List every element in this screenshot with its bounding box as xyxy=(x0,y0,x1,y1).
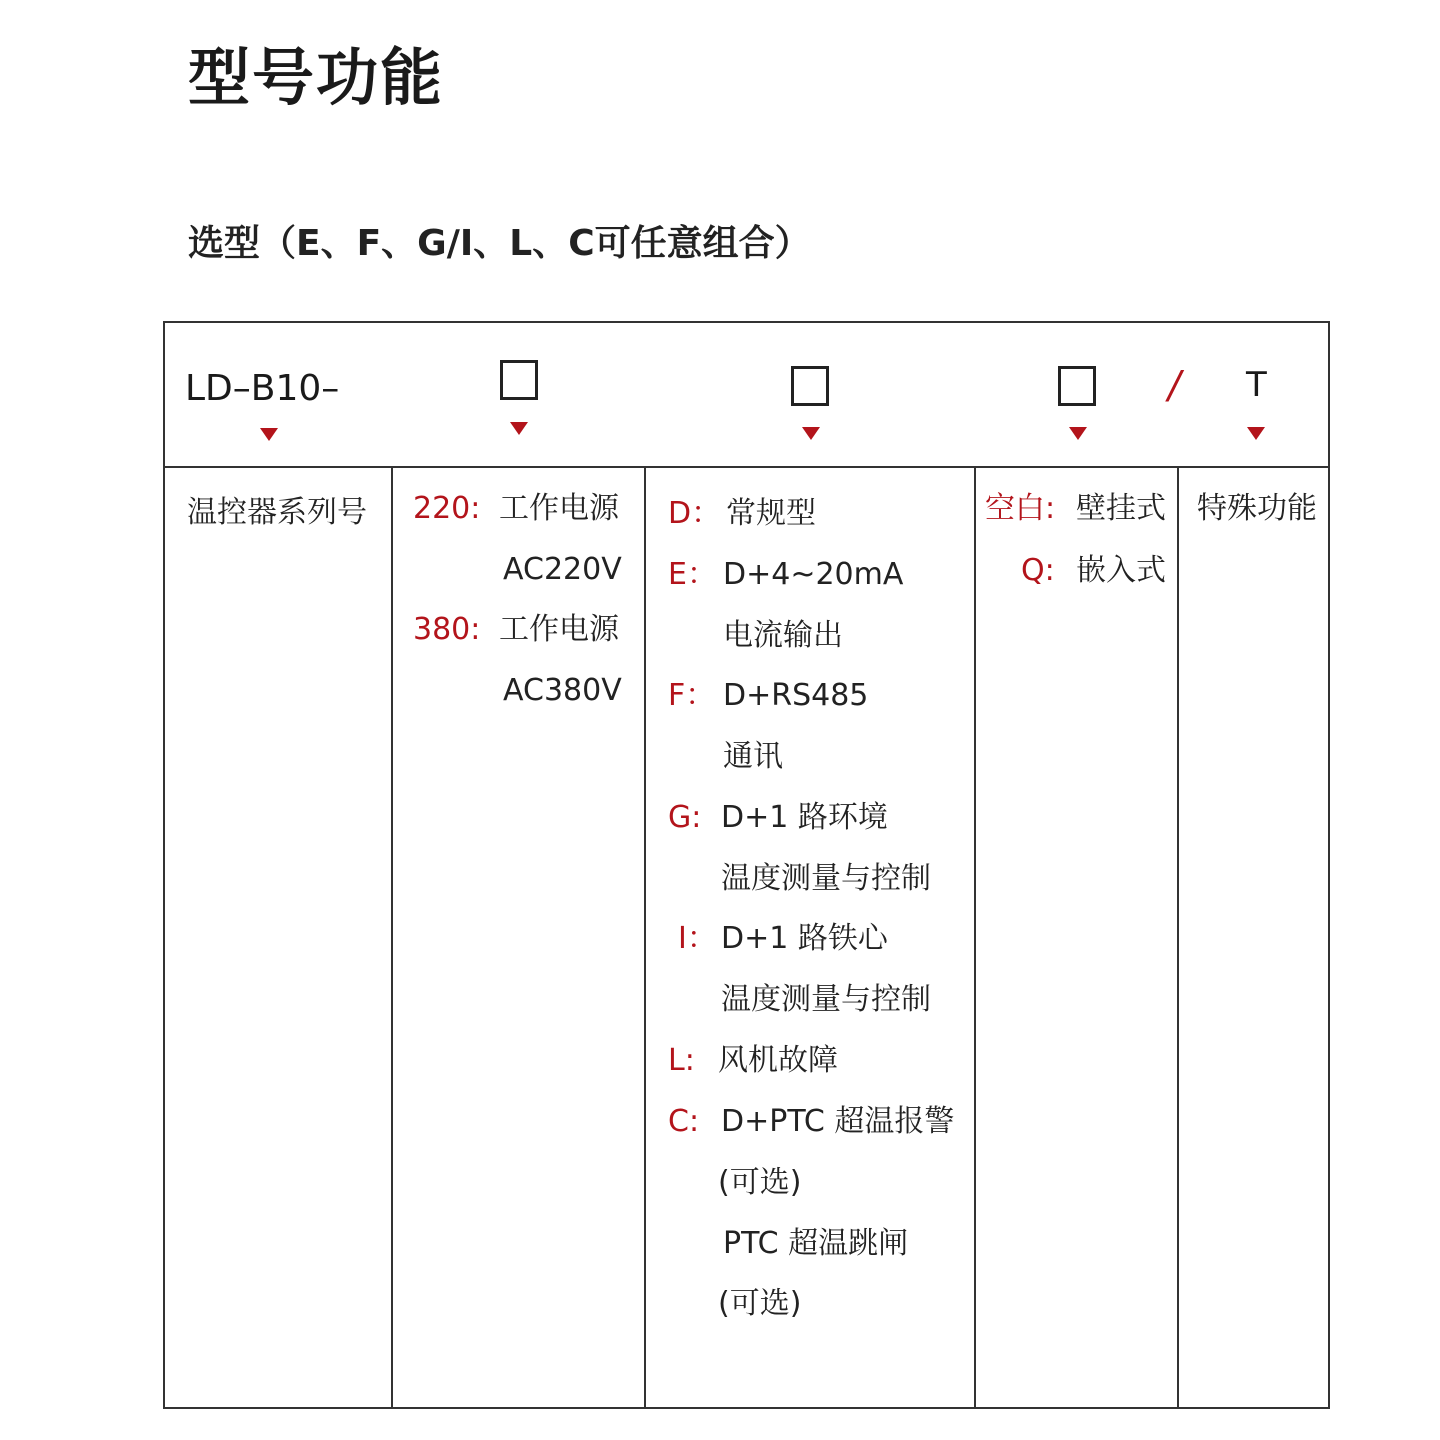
header-divider xyxy=(165,466,1328,468)
arrow-power xyxy=(510,422,528,435)
option-desc: AC380V xyxy=(503,673,622,708)
option-desc: 风机故障 xyxy=(718,1043,838,1078)
option-key: 380: xyxy=(413,612,481,647)
arrow-mount xyxy=(1069,427,1087,440)
option-desc: 壁挂式 xyxy=(1076,491,1166,526)
power-code-box xyxy=(500,360,538,400)
option-key: 220: xyxy=(413,491,481,526)
function-option-i xyxy=(668,919,968,1019)
option-key: G: xyxy=(668,800,702,835)
arrow-suffix xyxy=(1247,427,1265,440)
function-option-f xyxy=(668,676,968,776)
function-option-e xyxy=(668,555,968,655)
option-key: 空白: xyxy=(985,491,1056,526)
option-desc: 电流输出 xyxy=(723,618,843,653)
option-desc: 工作电源 xyxy=(499,491,619,526)
option-desc: 嵌入式 xyxy=(1076,553,1166,588)
page-title: 型号功能 xyxy=(188,41,445,114)
option-desc: D+4~20mA xyxy=(723,557,904,592)
option-key: E： xyxy=(668,557,717,592)
selection-subtitle: 选型（E、F、G/I、L、C可任意组合） xyxy=(188,223,811,264)
mount-option-blank xyxy=(985,489,1170,529)
option-desc: 工作电源 xyxy=(499,612,619,647)
option-desc: 常规型 xyxy=(726,496,816,531)
column-divider-1 xyxy=(391,466,393,1407)
option-desc: 温度测量与控制 xyxy=(721,982,931,1017)
option-desc: (可选) xyxy=(718,1286,802,1321)
series-label: 温控器系列号 xyxy=(187,495,367,530)
mount-code-box xyxy=(1058,366,1096,406)
option-key: C: xyxy=(668,1104,700,1139)
option-desc: 通讯 xyxy=(723,739,783,774)
function-option-c xyxy=(668,1102,968,1322)
option-key: I： xyxy=(678,921,717,956)
arrow-prefix xyxy=(260,428,278,441)
option-desc: PTC 超温跳闸 xyxy=(723,1226,909,1261)
option-desc: AC220V xyxy=(503,552,622,587)
function-option-g xyxy=(668,798,968,898)
option-desc: D+RS485 xyxy=(723,678,869,713)
special-label: 特殊功能 xyxy=(1197,491,1317,526)
code-suffix: T xyxy=(1246,365,1267,405)
function-option-d xyxy=(668,494,968,534)
option-key: Q: xyxy=(1021,553,1055,588)
option-desc: 温度测量与控制 xyxy=(721,861,931,896)
mount-option-q xyxy=(985,551,1170,591)
option-desc: (可选) xyxy=(718,1165,802,1200)
option-desc: D+1 路铁心 xyxy=(721,921,888,956)
code-separator: / xyxy=(1168,363,1181,407)
code-prefix: LD–B10– xyxy=(185,368,340,409)
option-key: L: xyxy=(668,1043,695,1078)
column-divider-2 xyxy=(644,466,646,1407)
power-option-220 xyxy=(413,489,633,587)
function-option-l xyxy=(668,1041,968,1081)
function-code-box xyxy=(791,366,829,406)
column-divider-3 xyxy=(974,466,976,1407)
power-option-380 xyxy=(413,610,633,708)
column-divider-4 xyxy=(1177,466,1179,1407)
option-desc: D+1 路环境 xyxy=(721,800,888,835)
arrow-function xyxy=(802,427,820,440)
option-key: F： xyxy=(668,678,716,713)
option-key: D： xyxy=(668,496,722,531)
model-selection-table xyxy=(163,321,1330,1409)
option-desc: D+PTC 超温报警 xyxy=(721,1104,955,1139)
